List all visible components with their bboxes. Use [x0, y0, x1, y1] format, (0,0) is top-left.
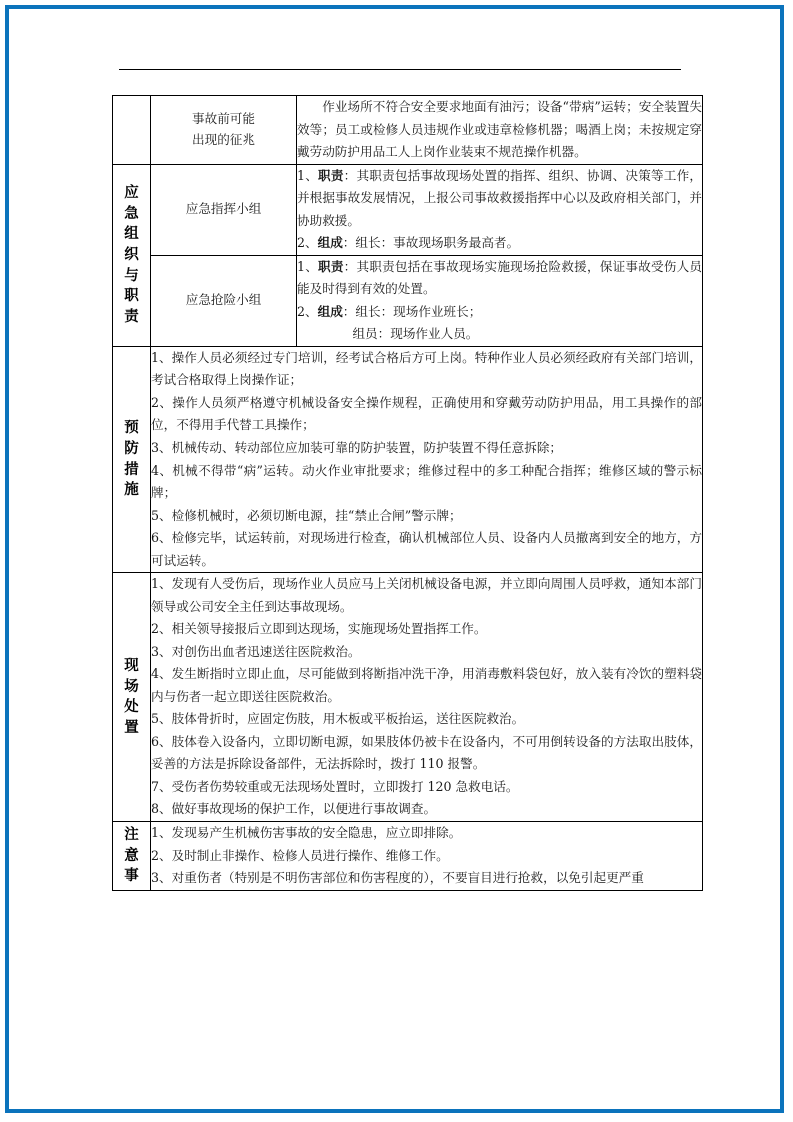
- item-term: 职责: [318, 258, 344, 274]
- section-label-cell-emergency-org: [113, 164, 151, 346]
- item-number: 2、: [297, 235, 318, 251]
- vertical-label-char: 与: [124, 266, 139, 284]
- section-label-cell-precautions: [113, 822, 151, 891]
- body-paragraph: 2、及时制止非操作、检修人员进行操作、维修工作。: [151, 847, 449, 863]
- vertical-label-char: 施: [124, 481, 139, 499]
- vertical-label-char: 处: [124, 698, 139, 716]
- vertical-label-stack: [113, 418, 150, 500]
- item-term: 组成: [317, 235, 343, 251]
- body-paragraph: 4、发生断指时立即止血，尽可能做到将断指冲洗干净，用消毒敷料袋包好，放入装有冷饮的塑料袋内与伤者一起立即送往医院救治。: [151, 666, 702, 704]
- body-paragraph: 1、操作人员必须经过专门培训，经考试合格后方可上岗。特种作业人员必须经政府有关部门培训，考试合格取得上岗操作证；: [151, 349, 702, 388]
- table-row: [113, 822, 703, 891]
- vertical-label-stack: [113, 183, 150, 327]
- sub-label-cell: [151, 164, 297, 255]
- body-paragraph: 3、机械传动、转动部位应加装可靠的防护装置，防护装置不得任意拆除；: [151, 439, 563, 455]
- vertical-label-char: 责: [124, 307, 139, 325]
- body-paragraph: 4、机械不得带“病”运转。动火作业审批要求；维修过程中的多工种配合指挥；维修区域的警示标牌；: [151, 462, 702, 501]
- item-term: 组成: [317, 303, 343, 319]
- vertical-label-char: 措: [124, 460, 139, 478]
- body-cell: [297, 164, 703, 255]
- vertical-label-char: 应: [124, 184, 139, 202]
- body-paragraph: 2、操作人员须严格遵守机械设备安全操作规程，正确使用和穿戴劳动防护用品，用工具操作的部位，不得用手代替工具操作；: [151, 394, 702, 433]
- item-text: ：组长：现场作业班长；: [342, 303, 482, 319]
- table-row: [113, 96, 703, 165]
- vertical-label-char: 现: [124, 656, 139, 674]
- item-number: 2、: [297, 303, 318, 319]
- body-cell: [151, 573, 703, 822]
- vertical-label-char: 场: [124, 677, 139, 695]
- body-cell: [151, 822, 703, 891]
- body-paragraph: 7、受伤者伤势较重或无法现场处置时，立即拨打 120 急救电话。: [151, 778, 519, 794]
- body-paragraph: [297, 165, 702, 233]
- body-paragraph: [297, 256, 702, 301]
- body-paragraph: 5、检修机械时，必须切断电源，挂“禁止合闸”警示牌；: [151, 507, 462, 523]
- body-paragraph: 6、肢体卷入设备内，立即切断电源，如果肢体仍被卡在设备内，不可用倒转设备的方法取出肢体，妥善的方法是拆除设备部件，无法拆除时，拨打 110 报警。: [151, 733, 702, 772]
- vertical-label-char: 置: [124, 718, 139, 736]
- section-label-cell: [113, 96, 151, 165]
- item-text: ：组长：事故现场职务最高者。: [342, 235, 520, 251]
- body-paragraph: 1、发现易产生机械伤害事故的安全隐患，应立即排除。: [151, 825, 462, 840]
- item-term: 职责: [318, 167, 344, 183]
- body-paragraph: 作业场所不符合安全要求地面有油污；设备“带病”运转；安全装置失效等；员工或检修人员违规作业或违章检修机器；喝酒上岗；未按规定穿戴劳动防护用品工人上岗作业装束不规范操作机器。: [297, 99, 702, 160]
- section-label-cell-prevention: [113, 346, 151, 572]
- body-cell: [297, 96, 703, 165]
- table-row: [113, 255, 703, 346]
- vertical-label-stack: [113, 656, 150, 738]
- sub-label-cell: [151, 96, 297, 165]
- sub-label-cell: [151, 255, 297, 346]
- sub-label-line: 出现的征兆: [192, 131, 255, 147]
- sub-label-line: 事故前可能: [192, 111, 255, 127]
- sub-label-line: 应急指挥小组: [185, 201, 262, 217]
- vertical-label-char: 急: [124, 204, 139, 222]
- vertical-label-char: 事: [124, 867, 139, 885]
- vertical-label-char: 防: [124, 439, 139, 457]
- body-paragraph: 2、相关领导接报后立即到达现场，实施现场处置指挥工作。: [151, 621, 487, 637]
- section-label-cell-onsite-handling: [113, 573, 151, 822]
- table-row: [113, 346, 703, 572]
- table-row: [113, 573, 703, 822]
- body-paragraph: 6、检修完毕，试运转前，对现场进行检查，确认机械部位人员、设备内人员撤离到安全的地方，方可试运转。: [151, 530, 702, 568]
- table-row: [113, 164, 703, 255]
- vertical-label-char: 组: [124, 225, 139, 243]
- vertical-label-char: 意: [124, 846, 139, 864]
- body-paragraph: 5、肢体骨折时，应固定伤肢，用木板或平板抬运，送往医院救治。: [151, 711, 525, 727]
- table-body: [113, 96, 703, 891]
- item-text: ：其职责包括在事故现场实施现场抢险救援，保证事故受伤人员能及时得到有效的处置。: [297, 258, 703, 297]
- emergency-response-table: [112, 95, 703, 891]
- body-cell: [297, 255, 703, 346]
- body-paragraph: 3、对重伤者（特别是不明伤害部位和伤害程度的），不要盲目进行抢救，以免引起更严重: [151, 870, 644, 886]
- vertical-label-stack: [113, 825, 150, 887]
- body-paragraph: 3、对创伤出血者迅速送往医院救治。: [151, 643, 361, 659]
- item-number: 1、: [297, 167, 319, 183]
- header-rule-divider: [119, 69, 681, 70]
- body-paragraph: [297, 301, 702, 324]
- vertical-label-char: 注: [124, 825, 139, 843]
- item-text: ：其职责包括事故现场处置的指挥、组织、协调、决策等工作，并根据事故发展情况，上报公司事故救援指挥中心以及政府相关部门，并协助救援。: [297, 167, 703, 228]
- body-cell: [151, 346, 703, 572]
- body-paragraph: [297, 232, 702, 255]
- item-number: 1、: [297, 258, 319, 274]
- body-paragraph: 8、做好事故现场的保护工作，以便进行事故调查。: [151, 801, 437, 817]
- vertical-label-char: 预: [124, 419, 139, 437]
- body-paragraph: 1、发现有人受伤后，现场作业人员应马上关闭机械设备电源，并立即向周围人员呼救，通知本部门领导或公司安全主任到达事故现场。: [151, 576, 702, 614]
- vertical-label-char: 职: [124, 287, 139, 305]
- vertical-label-char: 织: [124, 245, 139, 263]
- body-paragraph: 组员：现场作业人员。: [352, 326, 479, 342]
- sub-label-line: 应急抢险小组: [185, 292, 262, 308]
